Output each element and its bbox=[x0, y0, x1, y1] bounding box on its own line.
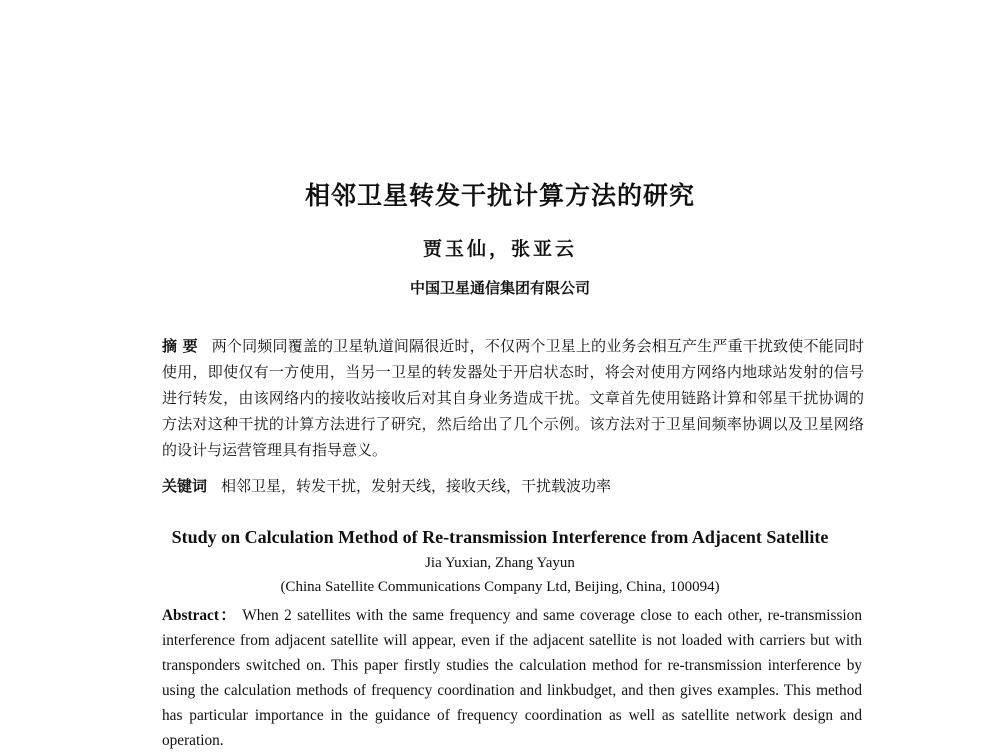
english-abstract bbox=[162, 603, 862, 753]
english-abstract-text: When 2 satellites with the same frequency and same coverage close to each other, re-transmission interference from adjacent satellite will appear, even if the adjacent satellite is not loaded with carriers but with transponders switched on. This paper firstly studies the calculation method for re-transmission interference by using the calculation methods of frequency coordination and linkbudget, and then gives examples. This method has particular importance in the guidance of frequency coordination as well as satellite network design and operation. bbox=[162, 607, 862, 749]
english-affiliation: (China Satellite Communications Company Ltd, Beijing, China, 100094) bbox=[280, 579, 720, 595]
chinese-keywords-label: 关键词 bbox=[162, 477, 208, 495]
english-abstract-label: Abstract： bbox=[162, 607, 238, 624]
chinese-affiliation: 中国卫星通信集团有限公司 bbox=[409, 279, 590, 297]
chinese-title: 相邻卫星转发干扰计算方法的研究 bbox=[304, 181, 695, 210]
chinese-keywords-text: 相邻卫星，转发干扰，发射天线，接收天线，干扰载波功率 bbox=[221, 477, 612, 495]
chinese-abstract-label: 摘 要 bbox=[162, 337, 198, 355]
chinese-authors: 贾玉仙，张亚云 bbox=[422, 238, 577, 260]
english-authors: Jia Yuxian, Zhang Yayun bbox=[425, 555, 575, 571]
chinese-abstract-text: 两个同频同覆盖的卫星轨道间隔很近时，不仅两个卫星上的业务会相互产生严重干扰致使不能同时使用，即使仅有一方使用，当另一卫星的转发器处于开启状态时，将会对使用方网络内地球站发射的信号进行转发，由该网络内的接收站接收后对其自身业务造成干扰。文章首先使用链路计算和邻星干扰协调的方法对这种干扰的计算方法进行了研究，然后给出了几个示例。该方法对于卫星间频率协调以及卫星网络的设计与运营管理具有指导意义。 bbox=[162, 337, 864, 459]
chinese-abstract bbox=[162, 333, 864, 463]
english-title: Study on Calculation Method of Re-transmission Interference from Adjacent Satellite bbox=[171, 527, 829, 547]
chinese-keywords bbox=[162, 473, 864, 499]
